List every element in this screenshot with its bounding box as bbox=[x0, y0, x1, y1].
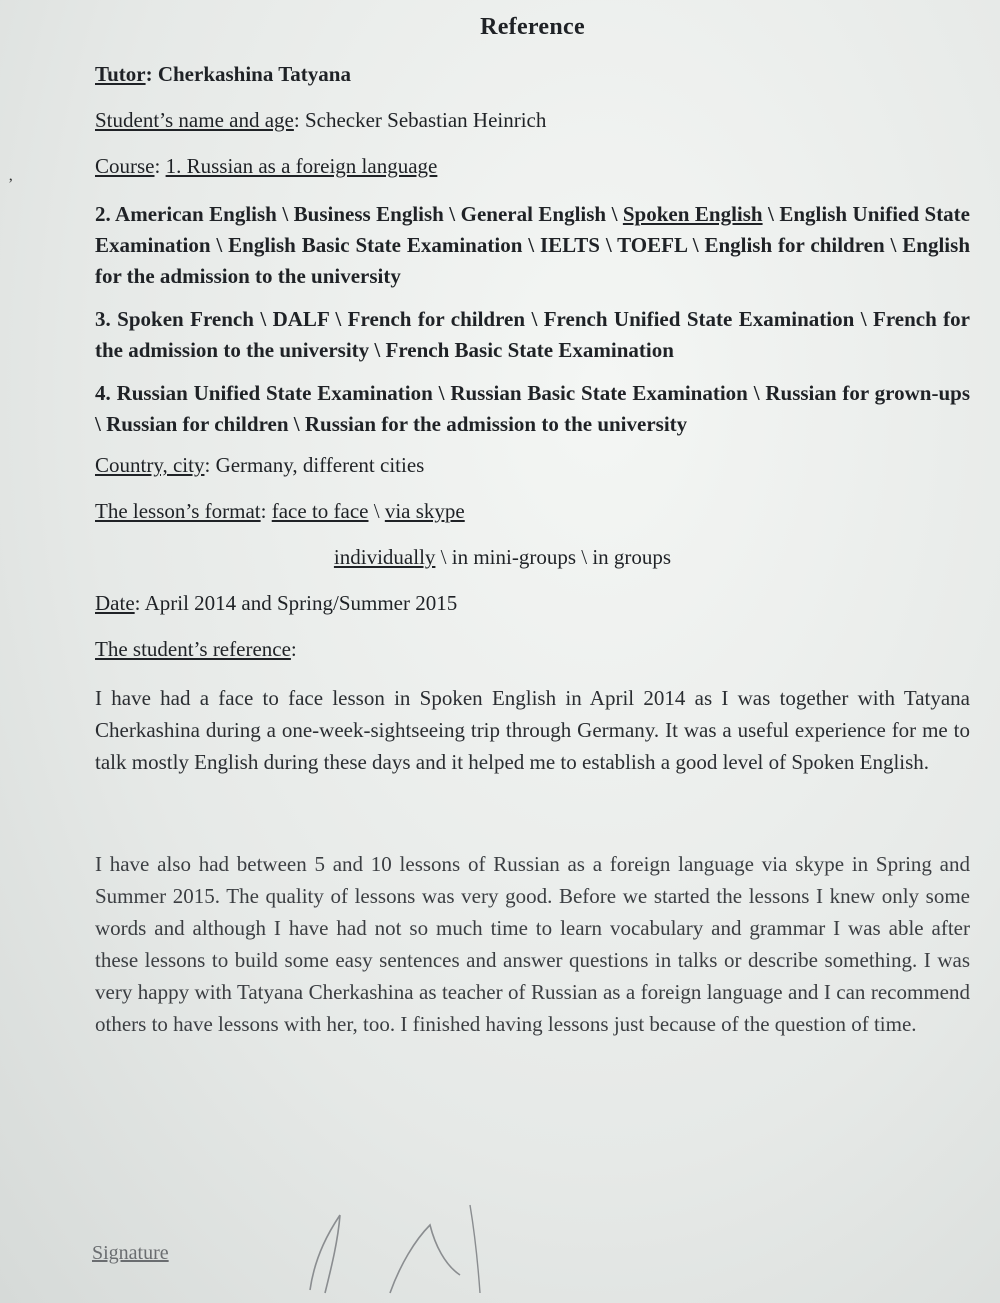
tutor-value: Cherkashina Tatyana bbox=[157, 62, 351, 86]
tutor-line: Tutor: Cherkashina Tatyana bbox=[95, 62, 351, 86]
student-line: Student’s name and age: Schecker Sebastian Heinrich bbox=[95, 108, 547, 132]
course-item-4: 4. Russian Unified State Examination \ Russian Basic State Examination \ Russian for grown-ups \ Russian for children \ Russian for the admission to the university bbox=[95, 381, 970, 436]
format-option-individually: individually bbox=[333, 545, 436, 569]
student-label: Student’s name and age bbox=[95, 108, 294, 132]
course-item-1: 1. Russian as a foreign language bbox=[165, 154, 438, 178]
format-line-2 bbox=[95, 544, 970, 570]
student-value: Schecker Sebastian Heinrich bbox=[304, 108, 547, 132]
country-label: Country, city bbox=[95, 453, 205, 477]
course-item-2-prefix: 2. American English \ Business English \ General English \ bbox=[95, 202, 623, 226]
format-label: The lesson’s format bbox=[95, 499, 261, 523]
course-label: Course bbox=[95, 154, 155, 178]
course-item-2-suffix: \ English Unified State Examination \ English Basic State Examination \ IELTS \ TOEFL \ English for children \ English for the admission to the university bbox=[95, 202, 970, 288]
date-label: Date bbox=[95, 591, 135, 615]
format-option-face-to-face: face to face bbox=[271, 499, 369, 523]
reference-label: The student’s reference bbox=[95, 637, 291, 661]
reference-heading: The student’s reference: bbox=[95, 637, 297, 661]
country-line: Country, city: Germany, different cities bbox=[95, 453, 425, 477]
course-item-2 bbox=[95, 199, 970, 292]
format-option-skype: via skype bbox=[384, 499, 465, 523]
format-separator: \ bbox=[368, 499, 385, 523]
date-line: Date: April 2014 and Spring/Summer 2015 bbox=[95, 591, 458, 615]
format-option-rest: \ in mini-groups \ in groups bbox=[435, 545, 672, 569]
course-item-3: 3. Spoken French \ DALF \ French for children \ French Unified State Examination \ French for the admission to the university \ French Basic State Examination bbox=[95, 307, 970, 362]
course-item-2-selected: Spoken English bbox=[622, 202, 763, 226]
tutor-label: Tutor bbox=[95, 62, 146, 86]
course-line: Course: 1. Russian as a foreign language bbox=[95, 154, 438, 178]
format-line: The lesson’s format: face to face \ via skype bbox=[95, 499, 465, 523]
margin-mark: ’ bbox=[8, 176, 14, 193]
reference-paragraph-2: I have also had between 5 and 10 lessons of Russian as a foreign language via skype in Spring and Summer 2015. The quality of lessons was very good. Before we started the lessons I knew only some words and although I have had not so much time to learn vocabulary and grammar I was able after these lessons to build some easy sentences and answer questions in talks or describe something. I was very happy with Tatyana Cherkashina as teacher of Russian as a foreign language and I can recommend others to have lessons with her, too. I finished having lessons just because of the question of time. bbox=[95, 852, 970, 1036]
signature-label: Signature bbox=[92, 1242, 169, 1264]
reference-paragraph-1: I have had a face to face lesson in Spoken English in April 2014 as I was together with Tatyana Cherkashina during a one-week-sightseeing trip through Germany. It was a useful experience for me to talk mostly English during these days and it helped me to establish a good level of Spoken English. bbox=[95, 686, 970, 774]
date-value: April 2014 and Spring/Summer 2015 bbox=[144, 591, 458, 615]
document-title: Reference bbox=[480, 14, 585, 40]
signature-scribble bbox=[270, 1195, 510, 1295]
country-value: Germany, different cities bbox=[215, 453, 425, 477]
